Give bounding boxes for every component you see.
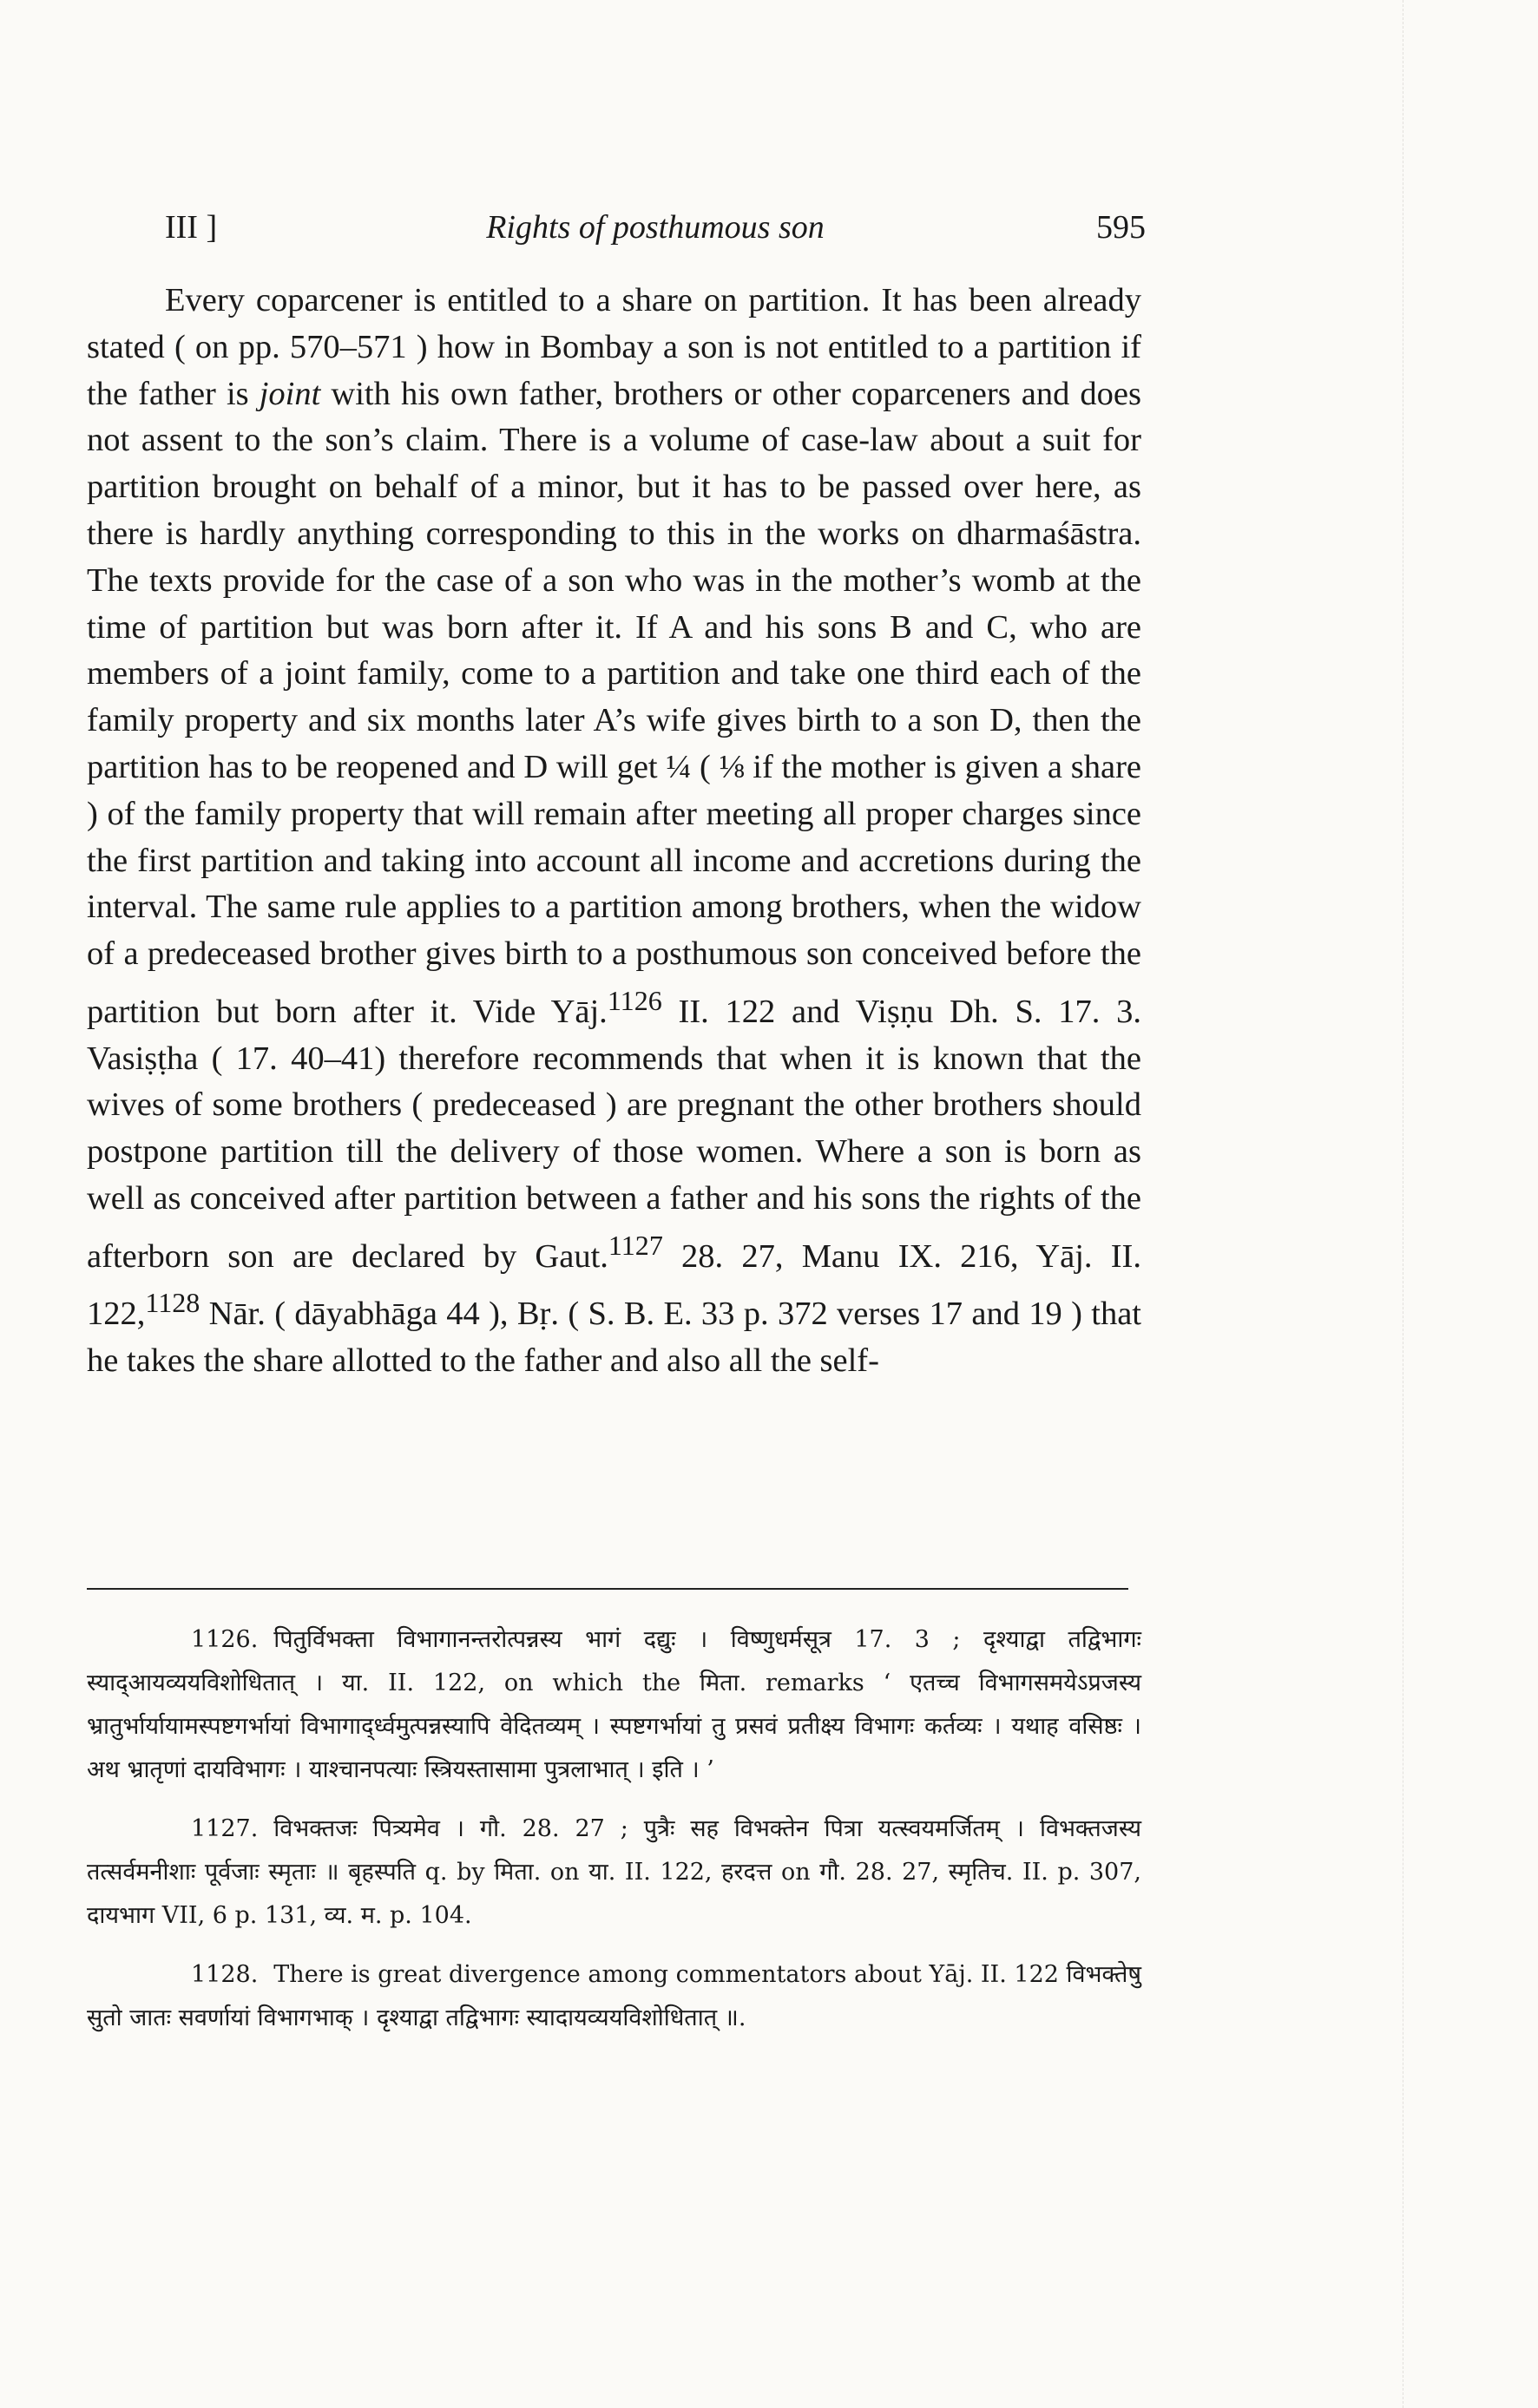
footnote-number: 1126. <box>191 1626 259 1653</box>
running-title: Rights of posthumous son <box>486 209 825 246</box>
main-paragraph <box>87 278 1141 1385</box>
footnote-ref-1127: 1127 <box>608 1229 663 1261</box>
footnote-1128 <box>87 1953 1141 2040</box>
footnote-text: विभक्तजः पित्र्यमेव । गौ. 28. 27 ; पुत्रैः सह विभक्तेन पित्रा यत्स्वयमर्जितम् । विभक्तजस्य तत्सर्वमनीशाः पूर्वजाः स्मृताः ॥ बृहस्पति q. by मिता. on या. II. 122, हरदत्त on गौ. 28. 27, स्मृतिच. II. p. 307, दायभाग VII, 6 p. 131, व्य. म. p. 104. <box>87 1815 1141 1929</box>
footnote-ref-1126: 1126 <box>607 984 662 1016</box>
paragraph-text-2: with his own father, brothers or other coparceners and does not assent to the son’s claim. There is a volume of case-law about a suit for partition brought on behalf of a minor, but it has to be passed over here, as there is hardly anything corresponding to this in the works on dharmaśāstra. The texts provide for the case of a son who was in the mother’s womb at the time of partition but was born after it. If A and his sons B and C, who are members of a joint family, come to a partition and take one third each of the family property and six months later A’s wife gives birth to a son D, then the partition has to be reopened and D will get ¼ ( ⅛ if the mother is given a share ) of the family property that will remain after meeting all proper charges since the first partition and taking into account all income and accretions during the interval. The same rule applies to a partition among brothers, when the widow of a predeceased brother gives birth to a posthumous son conceived before the partition but born after it. Vide Yāj. <box>87 375 1141 1030</box>
footnote-text: पितुर्विभक्ता विभागानन्तरोत्पन्नस्य भागं दद्युः । विष्णुधर्मसूत्र 17. 3 ; दृश्याद्वा तद्विभागः स्याद्‌आयव्ययविशोधितात् । या. II. 122, on which the मिता. remarks ‘ एतच्च विभागसमयेऽप्रजस्य भ्रातुर्भार्यायामस्पष्टगर्भायां विभागाद्‌र्ध्वमुत्पन्नस्यापि वेदितव्यम् । स्पष्टगर्भायां तु प्रसवं प्रतीक्ष्य विभागः कर्तव्यः । यथाह वसिष्ठः । अथ भ्रातृणां दायविभागः । याश्चानपत्याः स्त्रियस्तासामा पुत्रलाभात् । इति । ’ <box>87 1626 1141 1783</box>
italic-word: joint <box>259 375 321 412</box>
footnote-number: 1127. <box>191 1815 259 1842</box>
paragraph-text-3: II. 122 and Viṣṇu Dh. S. 17. 3. Vasiṣṭha ( 17. 40–41) therefore recommends that when it is known that the wives of some brothers ( predeceased ) are pregnant the other brothers should postpone partition till the delivery of those women. Where a son is born as well as conceived after partition between a father and his sons the rights of the afterborn son are declared by Gaut. <box>87 993 1141 1275</box>
page-number: 595 <box>1096 209 1146 246</box>
paragraph-text-4: 28. 27, Manu IX. 216, Yāj. II. 122, <box>87 1237 1141 1333</box>
running-header <box>165 208 1146 260</box>
footnote-1126 <box>87 1618 1141 1792</box>
footnotes-section <box>87 1618 1141 2056</box>
chapter-marker: III ] <box>165 209 218 246</box>
paragraph-text-1: Every coparcener is entitled to a share on partition. It has been already stated ( on pp. 570–571 ) how in Bombay a son is not entitled to a partition if the father is <box>87 282 1141 412</box>
footnote-number: 1128. <box>191 1961 259 1988</box>
paragraph-text-5: Nār. ( dāyabhāga 44 ), Bṛ. ( S. B. E. 33 p. 372 verses 17 and 19 ) that he takes the share allotted to the father and also all the self- <box>87 1296 1141 1380</box>
footnote-1127 <box>87 1808 1141 1938</box>
footnote-separator <box>87 1588 1128 1590</box>
footnote-text: There is great divergence among commentators about Yāj. II. 122 विभक्तेषु सुतो जातः सवर्णायां विभागभाक् । दृश्याद्वा तद्विभागः स्यादायव्ययविशोधितात् ॥. <box>87 1961 1141 2031</box>
footnote-ref-1128: 1128 <box>145 1287 200 1319</box>
